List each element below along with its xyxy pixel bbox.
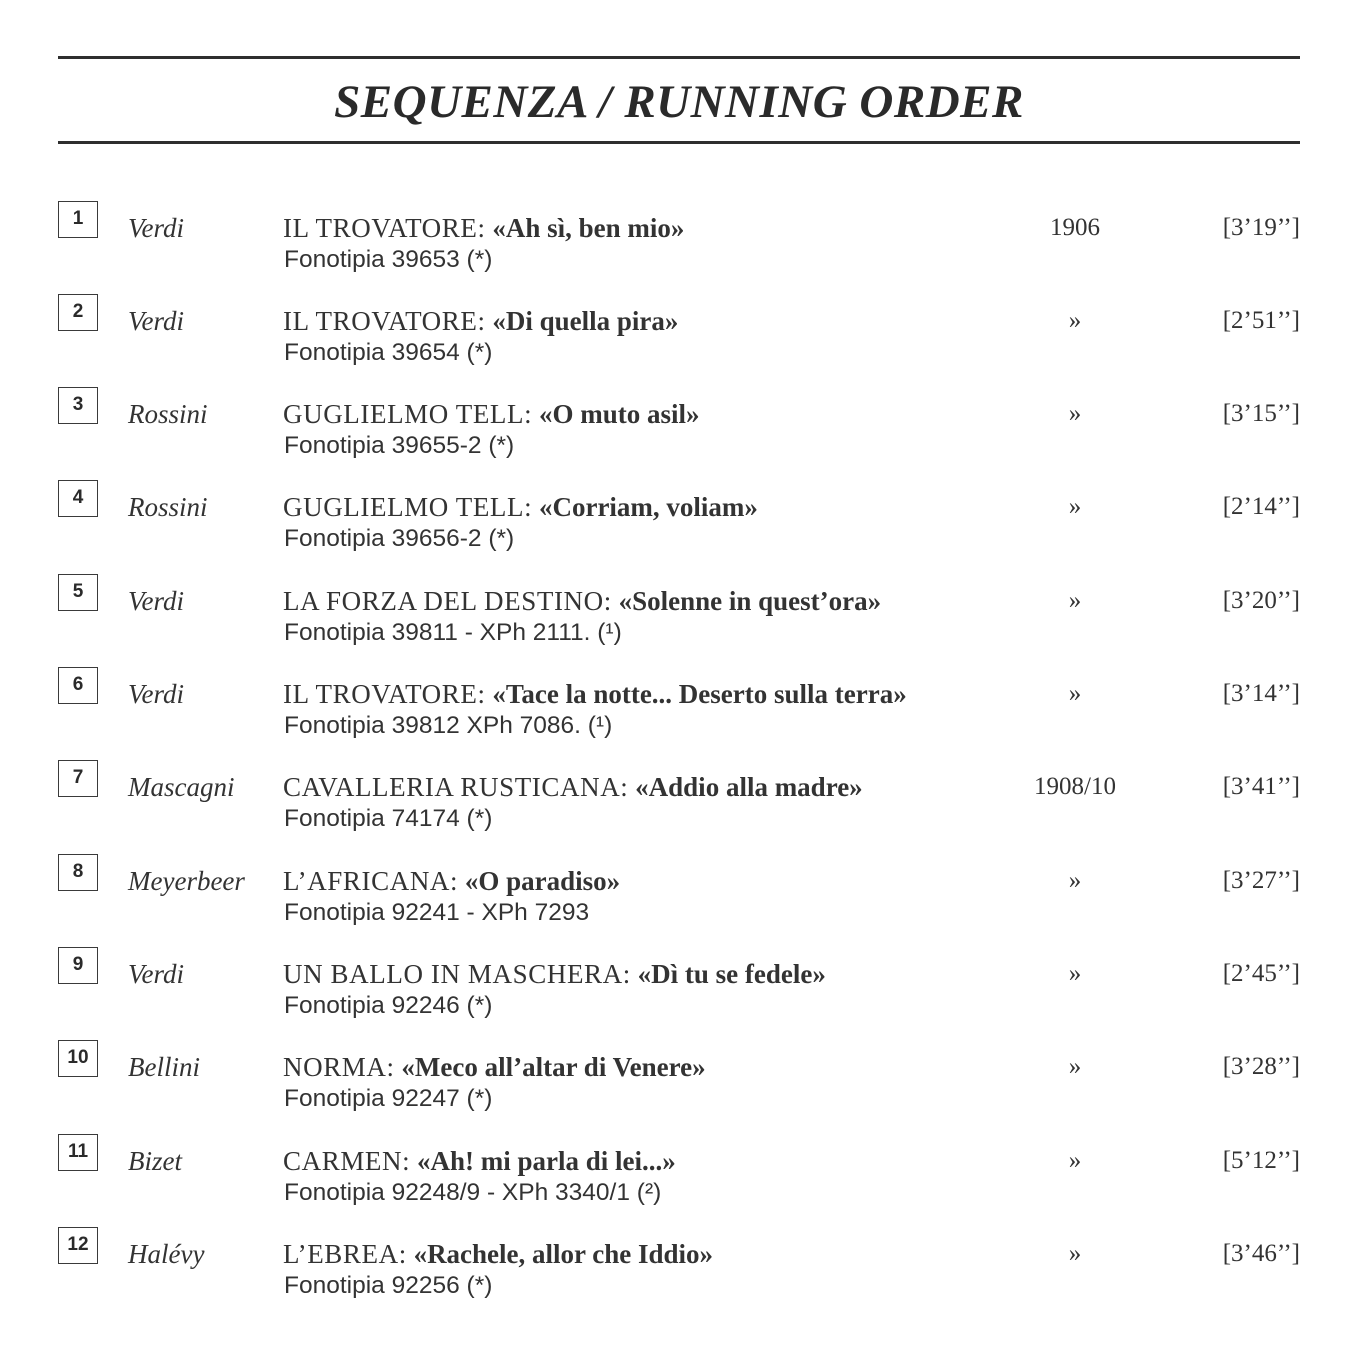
- track-composer: Halévy: [128, 1239, 205, 1269]
- track-opera: L’AFRICANA:: [283, 866, 459, 896]
- track-aria: «Ah! mi parla di lei...»: [416, 1146, 676, 1176]
- track-duration: [2’14’’]: [1222, 493, 1300, 520]
- track-aria: «Di quella pira»: [492, 306, 679, 336]
- track-year: 1908/10: [1034, 773, 1116, 800]
- track-composer: Bellini: [128, 1052, 200, 1082]
- track-catalog: Fonotipia 39655-2 (*): [284, 432, 515, 459]
- track-duration: [3’41’’]: [1222, 773, 1300, 800]
- track-opera: UN BALLO IN MASCHERA:: [283, 959, 631, 989]
- track-number: 8: [58, 854, 98, 891]
- track-composer: Verdi: [128, 679, 184, 709]
- track-row: [0, 387, 1352, 477]
- track-composer: Verdi: [128, 959, 184, 989]
- track-composer: Verdi: [128, 306, 184, 336]
- track-number: 6: [58, 667, 98, 704]
- track-work: [283, 398, 699, 430]
- track-work: [283, 1051, 706, 1083]
- track-row: [0, 574, 1352, 664]
- track-composer: Mascagni: [128, 772, 235, 802]
- track-number: 4: [58, 480, 98, 517]
- track-work: [283, 585, 881, 617]
- track-row: [0, 1134, 1352, 1224]
- track-year: »: [1068, 1147, 1082, 1174]
- track-composer: Verdi: [128, 586, 184, 616]
- track-catalog: Fonotipia 39811 - XPh 2111. (¹): [284, 619, 622, 646]
- track-year: »: [1068, 493, 1082, 520]
- track-aria: «O muto asil»: [538, 399, 700, 429]
- track-row: [0, 1227, 1352, 1317]
- track-year: 1906: [1050, 214, 1100, 241]
- track-composer: Rossini: [128, 399, 208, 429]
- track-year: »: [1068, 960, 1082, 987]
- track-aria: «Meco all’altar di Venere»: [401, 1052, 706, 1082]
- track-duration: [3’28’’]: [1222, 1053, 1300, 1080]
- track-duration: [3’15’’]: [1222, 400, 1300, 427]
- track-duration: [3’27’’]: [1222, 867, 1300, 894]
- track-work: [283, 212, 684, 244]
- track-duration: [3’19’’]: [1222, 214, 1300, 241]
- track-catalog: Fonotipia 74174 (*): [284, 805, 493, 832]
- track-catalog: Fonotipia 92256 (*): [284, 1272, 493, 1299]
- track-work: [283, 305, 678, 337]
- track-row: [0, 667, 1352, 757]
- track-row: [0, 854, 1352, 944]
- track-opera: IL TROVATORE:: [283, 213, 486, 243]
- track-number: 5: [58, 574, 98, 611]
- track-aria: «O paradiso»: [464, 866, 621, 896]
- track-duration: [2’51’’]: [1222, 307, 1300, 334]
- track-opera: IL TROVATORE:: [283, 679, 486, 709]
- track-number: 2: [58, 294, 98, 331]
- track-opera: IL TROVATORE:: [283, 306, 486, 336]
- track-year: »: [1068, 680, 1082, 707]
- track-catalog: Fonotipia 39812 XPh 7086. (¹): [284, 712, 613, 739]
- track-number: 11: [58, 1134, 98, 1171]
- track-opera: NORMA:: [283, 1052, 395, 1082]
- track-work: [283, 678, 907, 710]
- track-aria: «Dì tu se fedele»: [637, 959, 826, 989]
- track-year: »: [1068, 587, 1082, 614]
- track-work: [283, 1238, 713, 1270]
- track-work: [283, 1145, 676, 1177]
- track-catalog: Fonotipia 39654 (*): [284, 339, 493, 366]
- track-year: »: [1068, 1053, 1082, 1080]
- track-year: »: [1068, 867, 1082, 894]
- track-number: 10: [58, 1040, 98, 1077]
- track-row: [0, 294, 1352, 384]
- track-row: [0, 201, 1352, 291]
- track-catalog: Fonotipia 92241 - XPh 7293: [284, 899, 590, 926]
- track-opera: L’EBREA:: [283, 1239, 407, 1269]
- track-aria: «Corriam, voliam»: [538, 492, 758, 522]
- track-row: [0, 480, 1352, 570]
- track-duration: [3’20’’]: [1222, 587, 1300, 614]
- track-duration: [2’45’’]: [1222, 960, 1300, 987]
- track-duration: [5’12’’]: [1222, 1147, 1300, 1174]
- track-catalog: Fonotipia 39653 (*): [284, 246, 493, 273]
- track-catalog: Fonotipia 39656-2 (*): [284, 525, 515, 552]
- track-catalog: Fonotipia 92248/9 - XPh 3340/1 (²): [284, 1179, 662, 1206]
- track-aria: «Tace la notte... Deserto sulla terra»: [492, 679, 907, 709]
- track-year: »: [1068, 1240, 1082, 1267]
- track-year: »: [1068, 307, 1082, 334]
- track-number: 9: [58, 947, 98, 984]
- track-composer: Meyerbeer: [128, 866, 245, 896]
- track-catalog: Fonotipia 92247 (*): [284, 1085, 493, 1112]
- track-number: 1: [58, 201, 98, 238]
- track-composer: Bizet: [128, 1146, 182, 1176]
- track-work: [283, 865, 620, 897]
- track-composer: Verdi: [128, 213, 184, 243]
- track-duration: [3’46’’]: [1222, 1240, 1300, 1267]
- track-opera: LA FORZA DEL DESTINO:: [283, 586, 612, 616]
- track-row: [0, 760, 1352, 850]
- track-number: 3: [58, 387, 98, 424]
- track-opera: GUGLIELMO TELL:: [283, 399, 533, 429]
- track-aria: «Solenne in quest’ora»: [618, 586, 882, 616]
- track-year: »: [1068, 400, 1082, 427]
- track-aria: «Addio alla madre»: [635, 772, 863, 802]
- track-work: [283, 958, 826, 990]
- track-opera: CARMEN:: [283, 1146, 411, 1176]
- track-opera: GUGLIELMO TELL:: [283, 492, 533, 522]
- track-composer: Rossini: [128, 492, 208, 522]
- track-number: 12: [58, 1227, 98, 1264]
- track-row: [0, 1040, 1352, 1130]
- track-aria: «Rachele, allor che Iddio»: [413, 1239, 714, 1269]
- track-duration: [3’14’’]: [1222, 680, 1300, 707]
- track-aria: «Ah sì, ben mio»: [492, 213, 685, 243]
- page-title: SEQUENZA / RUNNING ORDER: [334, 76, 1024, 128]
- track-work: [283, 491, 758, 523]
- track-row: [0, 947, 1352, 1037]
- track-work: [283, 771, 863, 803]
- track-catalog: Fonotipia 92246 (*): [284, 992, 493, 1019]
- track-number: 7: [58, 760, 98, 797]
- track-opera: CAVALLERIA RUSTICANA:: [283, 772, 629, 802]
